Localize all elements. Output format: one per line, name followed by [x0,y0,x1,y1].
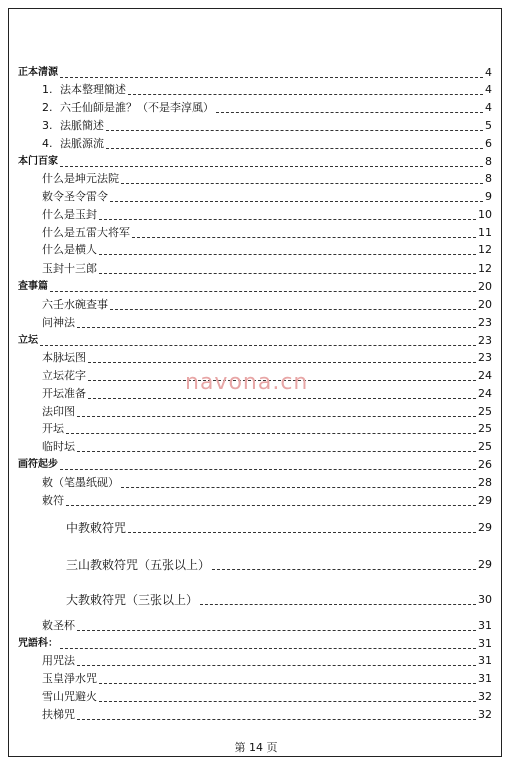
page-footer: 第 14 页 [234,741,278,754]
toc-entry-text: 法脈簡述 [60,119,104,132]
toc-leader-dots [132,237,476,238]
toc-entry[interactable] [42,671,492,687]
toc-entry-title [18,637,60,651]
toc-entry[interactable] [42,653,492,669]
toc-entry-page: 12 [478,243,492,256]
toc-entry-text: 本门百家 [18,156,58,167]
toc-leader-dots [106,148,483,149]
toc-entry[interactable] [42,493,492,509]
toc-entry[interactable] [42,618,492,634]
toc-entry-page: 24 [478,387,492,400]
toc-entry-text: 敕符 [42,494,64,507]
toc-entry-title [42,387,88,401]
toc-entry-page: 12 [478,262,492,275]
toc-entry-page: 25 [478,440,492,453]
toc-entry-title [42,690,99,704]
toc-leader-dots [110,201,483,202]
toc-entry-page: 8 [485,155,492,168]
toc-entry-text: 本脉坛图 [42,351,86,364]
toc-entry-number: 2. [42,101,53,114]
toc-entry-text: 雪山咒避火 [42,690,97,703]
toc-entry-page: 4 [485,83,492,96]
toc-entry-number: 3. [42,119,53,132]
toc-leader-dots [60,469,476,470]
toc-entry[interactable] [42,475,492,491]
toc-entry-title [66,593,200,607]
toc-entry-page: 25 [478,422,492,435]
watermark: navona.cn [185,370,309,395]
toc-entry-page: 10 [478,208,492,221]
toc-entry[interactable] [42,189,492,205]
toc-entry[interactable] [18,636,492,652]
toc-entry-page: 31 [478,637,492,650]
toc-entry-text: 敕圣杯 [42,619,75,632]
toc-entry-text: 查事篇 [18,281,48,292]
toc-leader-dots [40,345,476,346]
toc-leader-dots [60,77,483,78]
toc-leader-dots [121,183,483,184]
toc-entry-page: 9 [485,190,492,203]
toc-entry-title [42,137,106,151]
toc-entry-title [42,476,121,490]
toc-entry-title [42,190,110,204]
toc-entry-text: 敕令圣令雷令 [42,190,108,203]
toc-entry-text: 扶梯咒 [42,708,75,721]
toc-entry-page: 30 [478,593,492,606]
toc-entry-title [42,83,128,97]
toc-entry[interactable] [42,82,492,98]
toc-entry-page: 23 [478,334,492,347]
toc-entry-title [18,66,60,80]
toc-leader-dots [110,309,476,310]
toc-entry-page: 6 [485,137,492,150]
toc-entry[interactable] [18,65,492,81]
toc-entry-title [18,334,40,348]
toc-entry-title [42,351,88,365]
toc-entry-text: 中教敕符咒 [66,521,127,535]
toc-entry[interactable] [42,100,492,116]
toc-entry-page: 29 [478,521,492,534]
toc-entry-title [18,458,60,472]
toc-leader-dots [77,719,476,720]
toc-entry-text: 问神法 [42,316,75,329]
toc-entry-page: 29 [478,494,492,507]
toc-entry-title [42,208,99,222]
toc-entry-title [18,155,60,169]
toc-entry-text: 立坛 [18,335,38,346]
toc-entry-number: 1. [42,83,53,96]
toc-entry-title [66,521,128,535]
toc-entry-page: 32 [478,708,492,721]
toc-entry[interactable] [66,592,492,608]
toc-entry-title [42,101,216,115]
toc-entry-text: 咒語科： [18,638,58,649]
toc-entry-title [18,280,50,294]
toc-leader-dots [99,683,476,684]
toc-entry[interactable] [42,297,492,313]
toc-entry-title [42,298,110,312]
toc-leader-dots [99,701,476,702]
toc-entry-title [42,654,77,668]
toc-entry-title [42,316,77,330]
toc-entry-page: 4 [485,66,492,79]
toc-entry-title [42,440,77,454]
toc-entry[interactable] [42,404,492,420]
toc-entry-text: 敕（笔墨纸砚） [42,476,119,489]
toc-entry[interactable] [42,118,492,134]
toc-leader-dots [50,291,476,292]
toc-entry[interactable] [42,225,492,241]
toc-entry-number: 4. [42,137,53,150]
toc-entry[interactable] [42,261,492,277]
toc-leader-dots [200,604,476,605]
toc-leader-dots [77,416,476,417]
toc-entry-title [42,422,66,436]
toc-entry-text: 法印图 [42,405,75,418]
toc-entry-page: 28 [478,476,492,489]
toc-leader-dots [60,648,476,649]
toc-entry-text: 玉封十三郎 [42,262,97,275]
toc-entry-text: 玉皇淨水咒 [42,672,97,685]
toc-entry-page: 11 [478,226,492,239]
toc-entry-title [42,262,99,276]
toc-leader-dots [77,630,476,631]
toc-entry[interactable] [42,315,492,331]
toc-entry[interactable] [66,520,492,536]
toc-leader-dots [128,94,483,95]
toc-entry[interactable] [18,333,492,349]
toc-entry[interactable] [42,171,492,187]
toc-leader-dots [60,166,483,167]
toc-entry[interactable] [42,421,492,437]
toc-entry-title [42,172,121,186]
toc-entry-title [42,369,88,383]
toc-entry-text: 开坛准备 [42,387,86,400]
toc-entry[interactable] [42,350,492,366]
toc-leader-dots [77,665,476,666]
toc-entry[interactable] [42,439,492,455]
toc-entry-page: 8 [485,172,492,185]
toc-entry-page: 31 [478,672,492,685]
toc-entry-text: 法脈源流 [60,137,104,150]
toc-entry-text: 六壬仙師是誰？（不是李淳風） [60,101,214,114]
toc-entry-text: 画符起步 [18,459,58,470]
toc-leader-dots [121,487,476,488]
toc-entry-text: 法本整理簡述 [60,83,126,96]
toc-entry[interactable] [66,557,492,573]
toc-entry[interactable] [18,457,492,473]
toc-entry-text: 六壬水碗查事 [42,298,108,311]
toc-entry-text: 什么是玉封 [42,208,97,221]
toc-entry-title [42,708,77,722]
toc-entry-page: 20 [478,298,492,311]
toc-leader-dots [212,569,476,570]
toc-entry-text: 三山教敕符咒（五张以上） [66,558,211,572]
toc-entry-title [42,119,106,133]
toc-entry[interactable] [18,154,492,170]
toc-entry-page: 4 [485,101,492,114]
toc-entry-page: 20 [478,280,492,293]
toc-entry-page: 31 [478,654,492,667]
toc-entry-text: 用咒法 [42,654,75,667]
toc-entry[interactable] [42,242,492,258]
toc-leader-dots [88,398,476,399]
toc-entry-page: 25 [478,405,492,418]
toc-leader-dots [106,130,483,131]
toc-leader-dots [99,273,476,274]
toc-leader-dots [88,362,476,363]
toc-entry-title [42,619,77,633]
toc-entry[interactable] [42,689,492,705]
toc-entry-text: 大教敕符咒（三张以上） [66,593,199,607]
toc-leader-dots [99,219,476,220]
toc-leader-dots [77,327,476,328]
toc-entry-text: 什么是五雷大将军 [42,226,130,239]
toc-entry-text: 开坛 [42,422,64,435]
toc-entry[interactable] [42,136,492,152]
toc-entry-title [42,494,66,508]
toc-entry-title [66,558,212,572]
toc-leader-dots [66,505,476,506]
toc-entry[interactable] [18,279,492,295]
toc-entry[interactable] [42,707,492,723]
toc-entry-title [42,226,132,240]
toc-leader-dots [77,451,476,452]
toc-entry-text: 临时坛 [42,440,75,453]
toc-entry-page: 31 [478,619,492,632]
toc-entry-page: 26 [478,458,492,471]
toc-entry-page: 32 [478,690,492,703]
toc-entry[interactable] [42,207,492,223]
toc-leader-dots [216,112,483,113]
toc-entry-page: 24 [478,369,492,382]
toc-entry-page: 5 [485,119,492,132]
toc-entry-text: 什么是坤元法院 [42,172,119,185]
toc-entry-text: 什么是横人 [42,243,97,256]
toc-entry-page: 29 [478,558,492,571]
toc-entry-title [42,672,99,686]
toc-entry-text: 正本清源 [18,67,58,78]
toc-leader-dots [66,433,476,434]
toc-entry-page: 23 [478,316,492,329]
toc-leader-dots [128,532,476,533]
toc-entry-page: 23 [478,351,492,364]
toc-entry-title [42,405,77,419]
toc-entry-text: 立坛花字 [42,369,86,382]
toc-entry-title [42,243,99,257]
toc-leader-dots [99,254,476,255]
